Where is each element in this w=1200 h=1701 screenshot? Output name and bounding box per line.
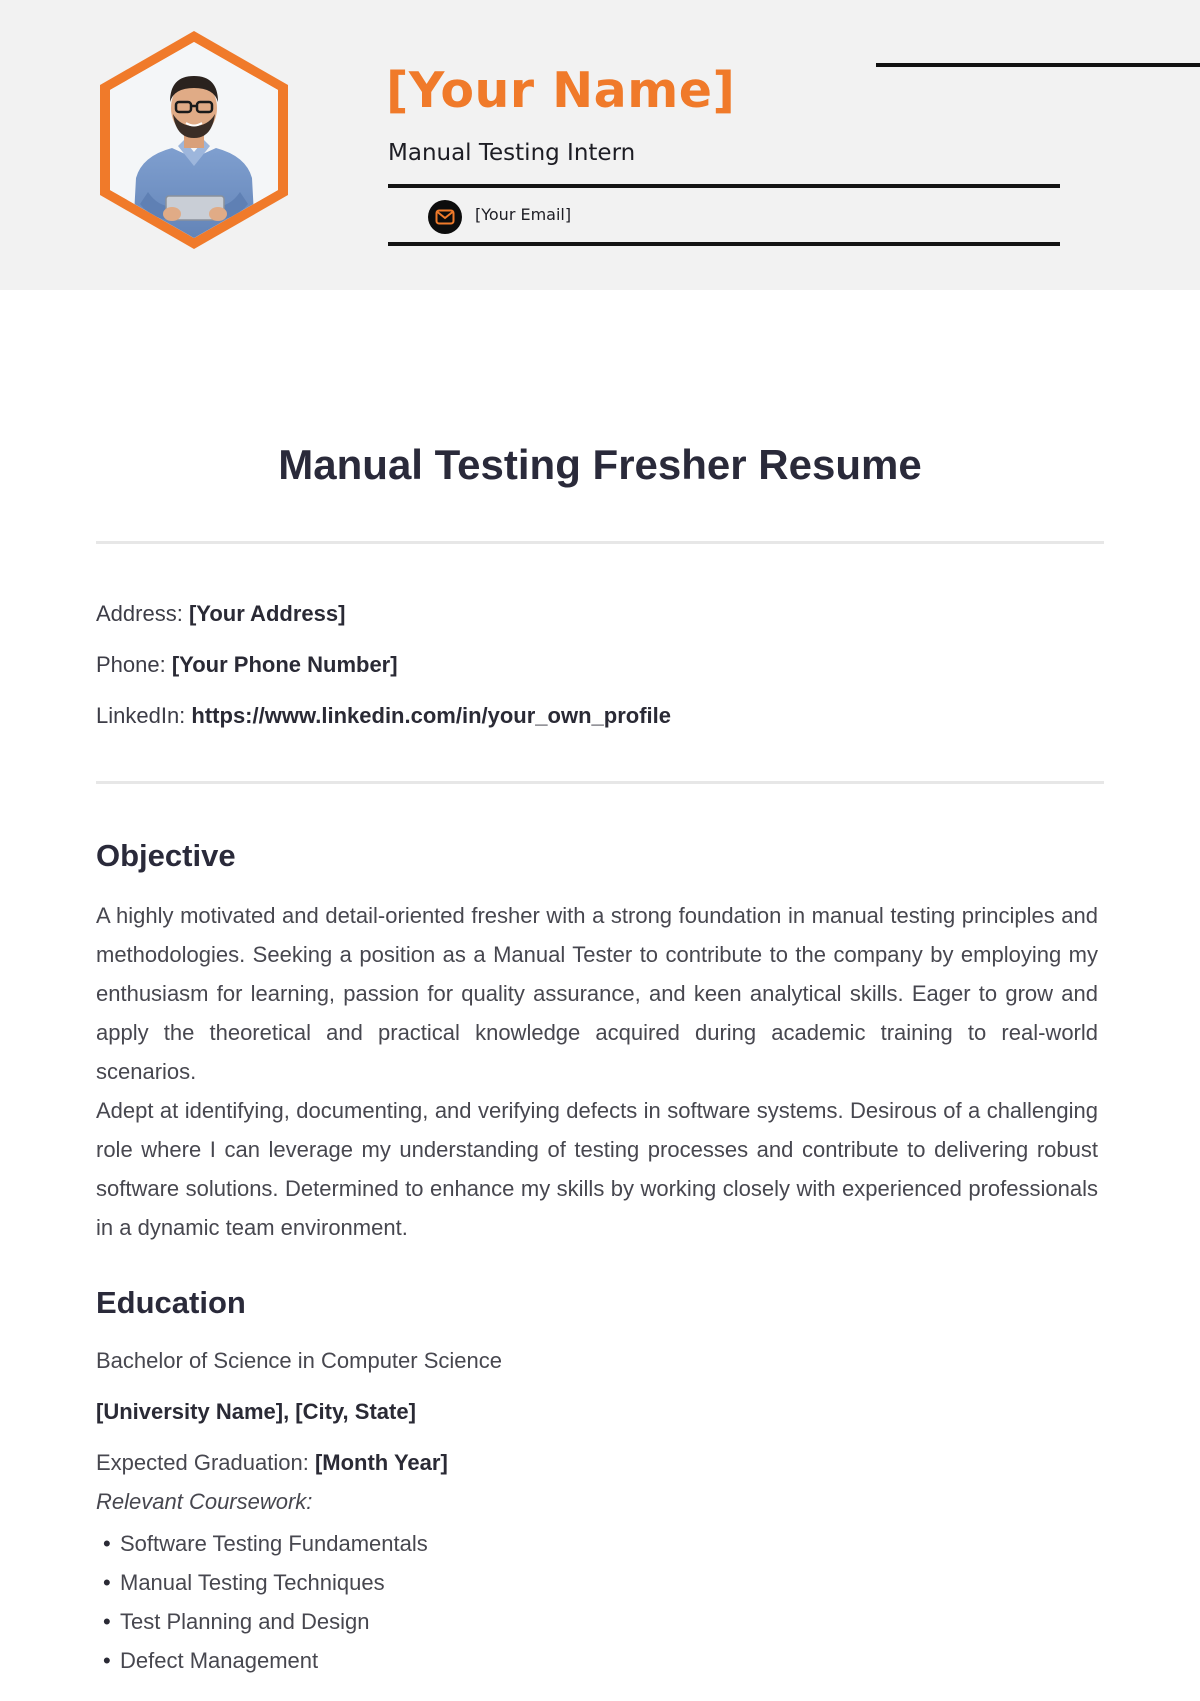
list-item	[103, 1563, 428, 1602]
divider	[96, 541, 1104, 544]
list-item	[103, 1602, 428, 1641]
list-item	[103, 1641, 428, 1680]
header-top-rule	[876, 63, 1200, 67]
education-degree: Bachelor of Science in Computer Science	[96, 1348, 502, 1373]
linkedin-link[interactable]: https://www.linkedin.com/in/your_own_profile	[191, 703, 671, 728]
objective-heading: Objective	[96, 838, 236, 873]
coursework-list	[103, 1524, 428, 1680]
address-value: [Your Address]	[188, 601, 346, 626]
list-item-text: Software Testing Fundamentals	[120, 1531, 428, 1556]
profile-photo-hexagon	[96, 28, 292, 252]
list-item-text: Test Planning and Design	[120, 1609, 370, 1634]
person-illustration	[96, 28, 292, 252]
contact-phone	[96, 652, 398, 678]
bullet: •	[103, 1609, 111, 1634]
divider	[96, 781, 1104, 784]
contact-linkedin	[96, 703, 671, 729]
coursework-label: Relevant Coursework:	[96, 1489, 313, 1514]
objective-paragraph: Adept at identifying, documenting, and verifying defects in software systems. Desirous of a challenging role where I can leverage my understanding of testing processes and contribute to delivering robust software solutions. Determined to enhance my skills by working closely with experienced professionals in a dynamic team environment.	[96, 1098, 1098, 1240]
header-rule-top	[388, 184, 1060, 188]
education-graduation	[96, 1450, 448, 1476]
envelope-icon	[428, 200, 462, 234]
contact-address	[96, 601, 345, 627]
bullet: •	[103, 1531, 111, 1556]
address-label: Address:	[96, 601, 183, 626]
education-institution: [University Name], [City, State]	[96, 1399, 416, 1424]
graduation-label: Expected Graduation:	[96, 1450, 309, 1475]
phone-value: [Your Phone Number]	[171, 652, 398, 677]
bullet: •	[103, 1570, 111, 1595]
candidate-name: [Your Name]	[386, 62, 736, 119]
candidate-role: Manual Testing Intern	[388, 140, 636, 166]
linkedin-label: LinkedIn:	[96, 703, 186, 728]
document-title: Manual Testing Fresher Resume	[278, 441, 922, 488]
list-item	[103, 1524, 428, 1563]
header-rule-bottom	[388, 242, 1060, 246]
graduation-value: [Month Year]	[314, 1450, 448, 1475]
list-item-text: Manual Testing Techniques	[120, 1570, 385, 1595]
list-item-text: Defect Management	[120, 1648, 319, 1673]
phone-label: Phone:	[96, 652, 166, 677]
education-heading: Education	[96, 1285, 246, 1320]
bullet: •	[103, 1648, 111, 1673]
candidate-email: [Your Email]	[475, 205, 572, 224]
objective-paragraph: A highly motivated and detail-oriented fresher with a strong foundation in manual testing principles and methodologies. Seeking a position as a Manual Tester to contribute to the company by employing my enthusiasm for learning, passion for quality assurance, and keen analytical skills. Eager to grow and apply the theoretical and practical knowledge acquired during academic training to real-world scenarios.	[96, 903, 1098, 1084]
profile-photo	[96, 28, 292, 252]
